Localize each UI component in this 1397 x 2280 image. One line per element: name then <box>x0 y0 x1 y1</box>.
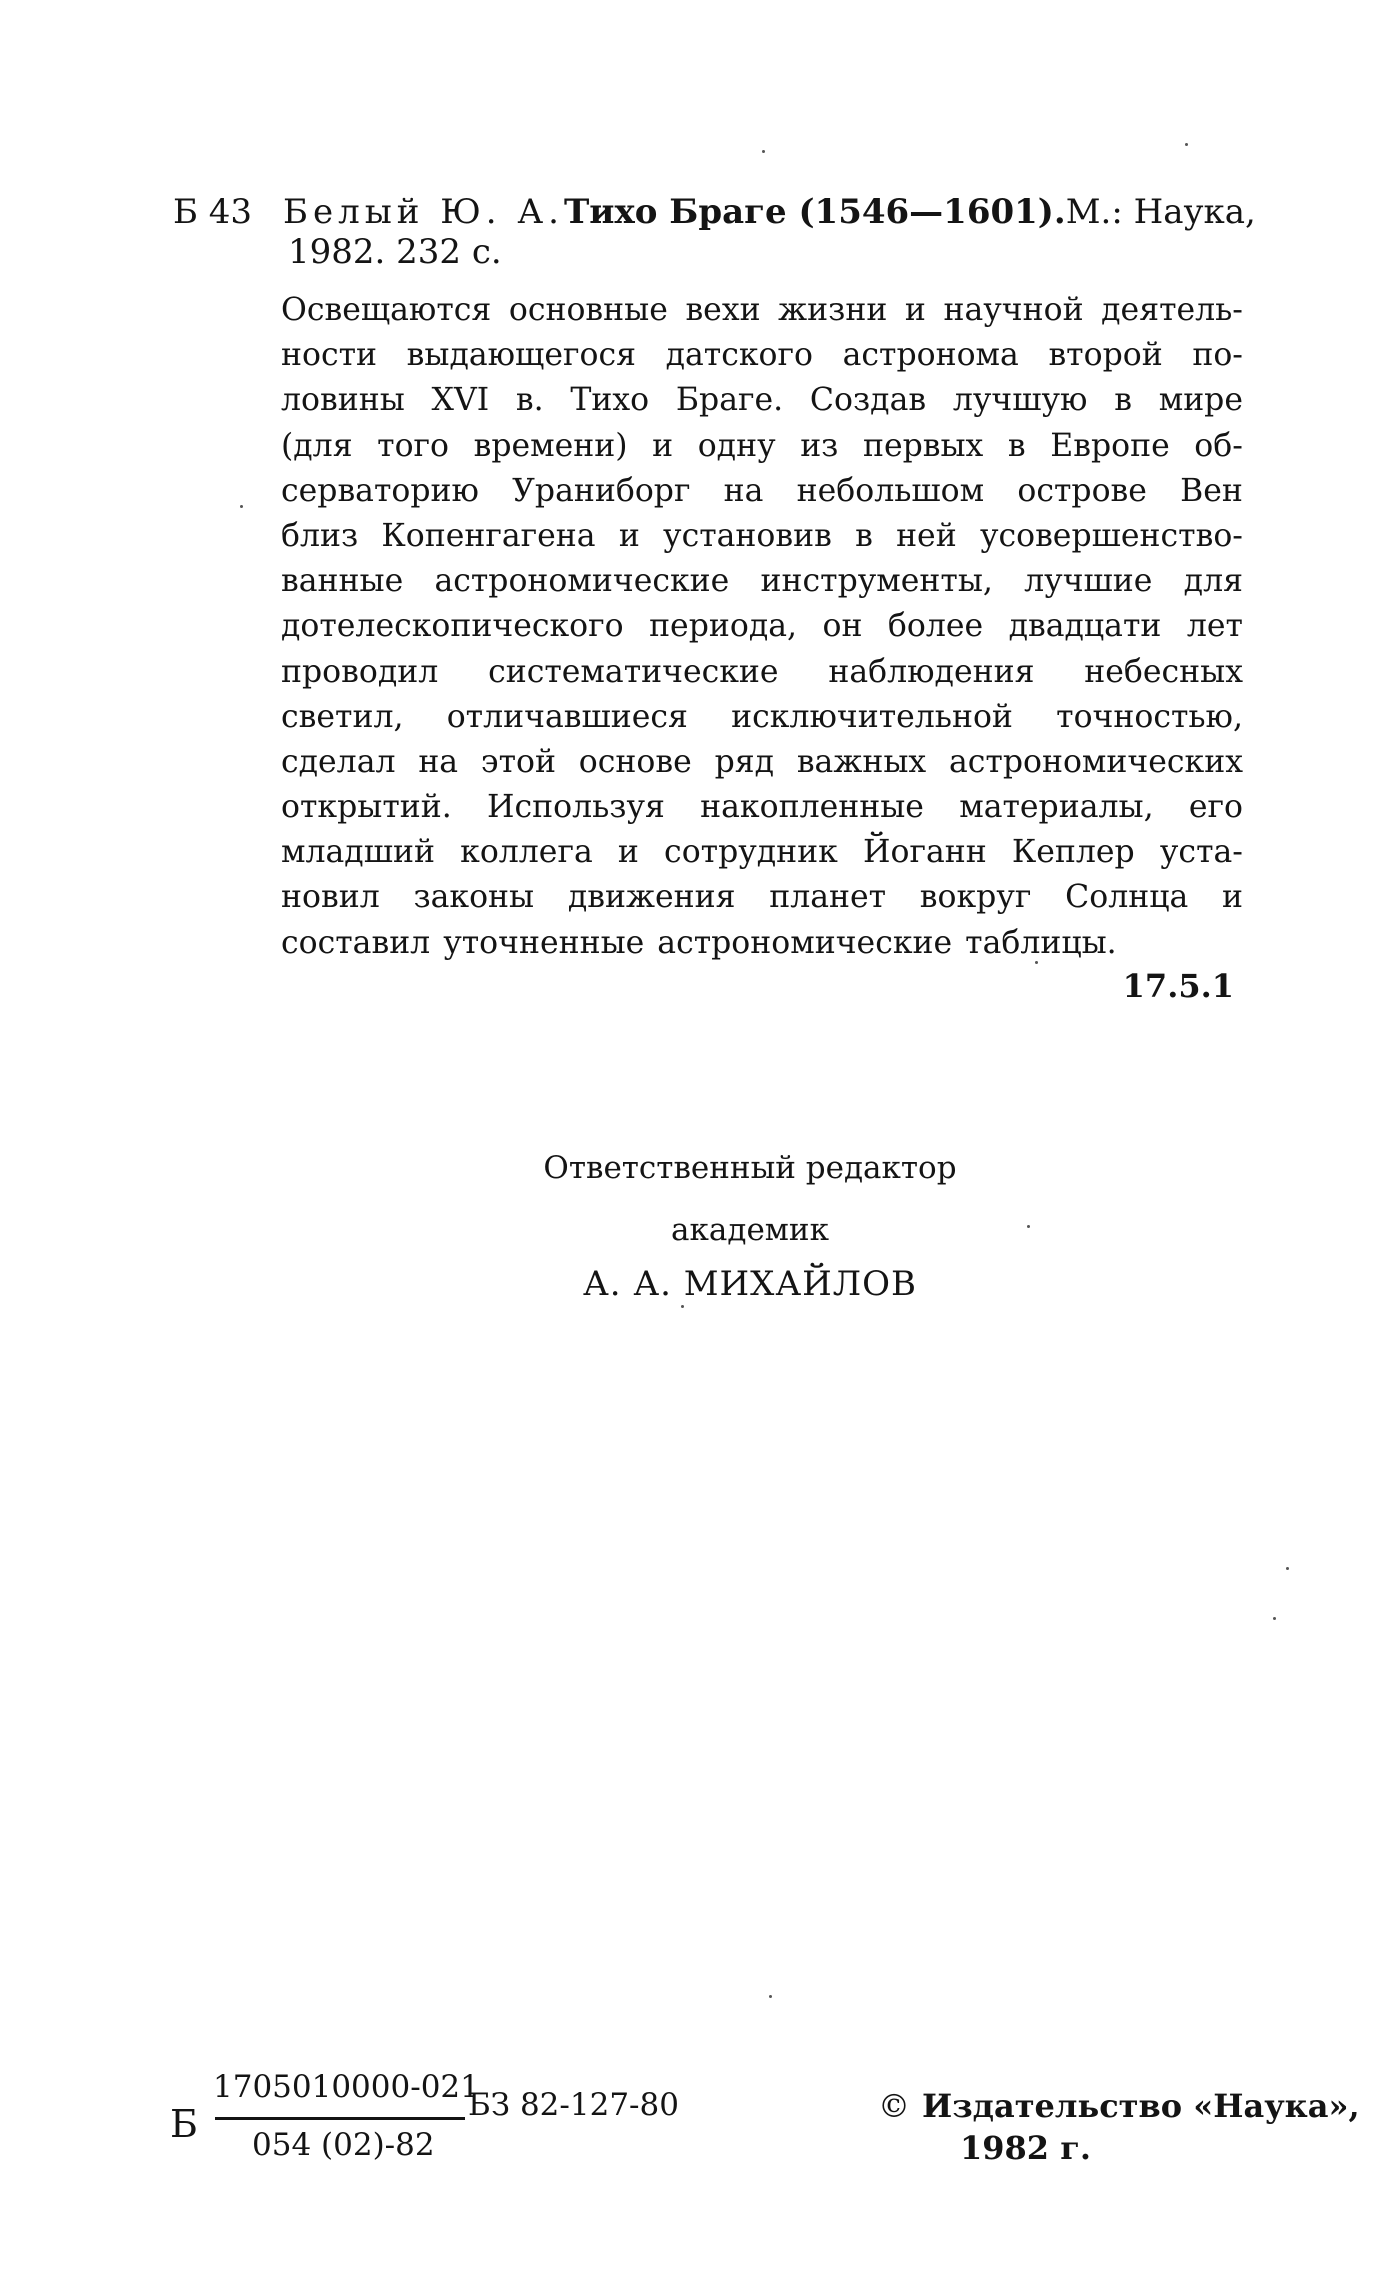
annotation-word: острове <box>1017 472 1147 509</box>
annotation-word: коллега <box>460 834 593 871</box>
annotation-word: младший <box>281 834 435 871</box>
annotation-word: новил <box>281 879 380 916</box>
annotation-line <box>281 424 1243 469</box>
annotation-word: Солнца <box>1065 879 1189 916</box>
annotation-word: астрономических <box>948 743 1243 780</box>
bz-code: БЗ 82-127-80 <box>468 2087 679 2123</box>
annotation-word: по- <box>1192 337 1243 374</box>
annotation-word: составил <box>281 924 431 961</box>
annotation-word: астрономические <box>657 924 953 961</box>
annotation-word: установив <box>663 517 832 554</box>
annotation-word: Тихо <box>570 382 650 419</box>
annotation-line <box>281 333 1243 378</box>
annotation-word: отличавшиеся <box>446 698 688 735</box>
annotation-word: и <box>904 292 926 328</box>
annotation-word: открытий. <box>281 789 452 826</box>
imprint-numerator: 1705010000-021 <box>213 2069 480 2105</box>
annotation-line <box>281 650 1243 695</box>
annotation-word: Создав <box>809 382 927 419</box>
annotation-word: вокруг <box>919 879 1032 916</box>
year-pages: 1982. 232 с. <box>288 232 502 272</box>
annotation-word: лучшую <box>952 382 1088 419</box>
annotation-word: XVI <box>431 382 490 419</box>
annotation-word: более <box>887 608 984 645</box>
annotation-word: Кеплер <box>1011 834 1135 871</box>
copyright-line <box>878 2086 1360 2126</box>
fraction-rule <box>215 2117 465 2120</box>
annotation-word: сотрудник <box>664 834 838 871</box>
annotation-word: второй <box>1048 337 1163 374</box>
place-publisher: М.: Наука, <box>1065 192 1256 232</box>
annotation-word: и <box>618 517 640 554</box>
annotation-word: дотелескопического <box>281 608 624 645</box>
annotation-word: и <box>617 834 639 871</box>
annotation-word: деятель- <box>1101 292 1243 328</box>
annotation-word: выдающегося <box>406 337 636 374</box>
annotation-line <box>281 740 1243 785</box>
annotation-word: Браге. <box>675 382 784 419</box>
annotation-paragraph <box>281 288 1243 966</box>
annotation-word: важных <box>796 743 927 780</box>
annotation-line <box>281 921 1243 966</box>
editor-name: А. А. МИХАЙЛОВ <box>582 1264 918 1304</box>
imprint-denominator: 054 (02)-82 <box>252 2127 435 2163</box>
scan-speck <box>762 150 765 153</box>
annotation-word: систематические <box>488 653 779 690</box>
annotation-word: в <box>1007 427 1026 464</box>
annotation-word: лучшие <box>1024 563 1153 600</box>
scan-speck <box>1185 143 1188 146</box>
annotation-word: Ураниборг <box>512 472 691 509</box>
imprint-letter: Б <box>170 2102 198 2146</box>
catalog-code: Б 43 <box>173 192 253 232</box>
annotation-word: вехи <box>685 292 761 328</box>
scan-speck <box>1273 1617 1276 1620</box>
annotation-word: Освещаются <box>281 292 492 328</box>
annotation-word: ней <box>896 517 957 554</box>
annotation-word: таблицы. <box>965 924 1117 961</box>
annotation-word: времени) <box>473 427 628 464</box>
annotation-word: жизни <box>778 292 888 328</box>
annotation-word: для <box>1183 563 1243 600</box>
annotation-word: об- <box>1194 427 1243 464</box>
annotation-word: светил, <box>281 698 404 735</box>
annotation-word: уточненные <box>443 924 645 961</box>
annotation-line <box>281 378 1243 423</box>
annotation-word: его <box>1188 789 1243 826</box>
annotation-line <box>281 559 1243 604</box>
annotation-word: серваторию <box>281 472 479 509</box>
annotation-word: на <box>418 743 459 780</box>
annotation-word: в. <box>515 382 544 419</box>
annotation-word: астронома <box>842 337 1019 374</box>
annotation-word: близ <box>281 517 359 554</box>
annotation-line <box>281 875 1243 920</box>
scan-speck <box>240 505 243 508</box>
publication-year: 1982 г. <box>960 2129 1091 2167</box>
annotation-word: усовершенство- <box>979 517 1243 554</box>
scan-speck <box>1027 1225 1030 1228</box>
author-name: Белый Ю. А. <box>283 192 564 232</box>
annotation-word: Йоганн <box>863 834 987 871</box>
publisher-name: Издательство «Наука», <box>922 2087 1360 2125</box>
annotation-word: накопленные <box>700 789 924 826</box>
annotation-line <box>281 604 1243 649</box>
annotation-word: ловины <box>281 382 405 419</box>
annotation-word: проводил <box>281 653 439 690</box>
annotation-word: планет <box>769 879 887 916</box>
annotation-word: Копенгагена <box>381 517 596 554</box>
annotation-word: ванные <box>281 563 404 600</box>
annotation-line <box>281 469 1243 514</box>
annotation-word: наблюдения <box>828 653 1035 690</box>
annotation-word: он <box>822 608 863 645</box>
annotation-line <box>281 785 1243 830</box>
annotation-word: мире <box>1158 382 1243 419</box>
annotation-word: научной <box>943 292 1084 328</box>
annotation-word: и <box>1221 879 1243 916</box>
annotation-word: лет <box>1186 608 1243 645</box>
annotation-word: движения <box>567 879 736 916</box>
scan-speck <box>681 1305 684 1308</box>
book-title: Тихо Браге (1546—1601). <box>563 192 1066 232</box>
annotation-word: ряд <box>714 743 774 780</box>
annotation-word: в <box>1114 382 1132 419</box>
annotation-word: материалы, <box>959 789 1154 826</box>
annotation-line <box>281 514 1243 559</box>
annotation-word: одну <box>697 427 776 464</box>
annotation-word: небесных <box>1084 653 1243 690</box>
annotation-line <box>281 695 1243 740</box>
annotation-word: того <box>377 427 450 464</box>
annotation-word: датского <box>665 337 813 374</box>
annotation-line <box>281 830 1243 875</box>
annotation-word: в <box>855 517 873 554</box>
annotation-word: этой <box>480 743 556 780</box>
annotation-word: исключительной <box>731 698 1013 735</box>
annotation-word: первых <box>862 427 984 464</box>
annotation-word: на <box>723 472 764 509</box>
annotation-word: Европе <box>1050 427 1170 464</box>
copyright-icon: © <box>878 2087 910 2125</box>
annotation-word: (для <box>281 427 353 464</box>
annotation-word: точностью, <box>1056 698 1243 735</box>
annotation-word: основные <box>508 292 668 328</box>
annotation-word: ности <box>281 337 378 374</box>
annotation-word: инструменты, <box>760 563 993 600</box>
scan-speck <box>1035 961 1038 964</box>
bibliographic-line <box>283 192 1256 232</box>
annotation-word: периода, <box>649 608 798 645</box>
annotation-word: Вен <box>1180 472 1243 509</box>
annotation-line <box>281 288 1243 333</box>
annotation-word: из <box>800 427 839 464</box>
annotation-word: Используя <box>487 789 665 826</box>
annotation-word: двадцати <box>1008 608 1162 645</box>
editor-role: Ответственный редактор <box>543 1150 957 1186</box>
annotation-word: небольшом <box>796 472 985 509</box>
annotation-word: астрономические <box>434 563 730 600</box>
annotation-word: основе <box>578 743 692 780</box>
annotation-word: сделал <box>281 743 396 780</box>
scan-speck <box>1286 1567 1289 1570</box>
udc-index: 17.5.1 <box>1122 967 1234 1005</box>
scan-speck <box>769 1995 772 1998</box>
annotation-word: и <box>652 427 674 464</box>
annotation-word: уста- <box>1159 834 1243 871</box>
editor-title: академик <box>671 1212 829 1248</box>
annotation-word: законы <box>413 879 535 916</box>
